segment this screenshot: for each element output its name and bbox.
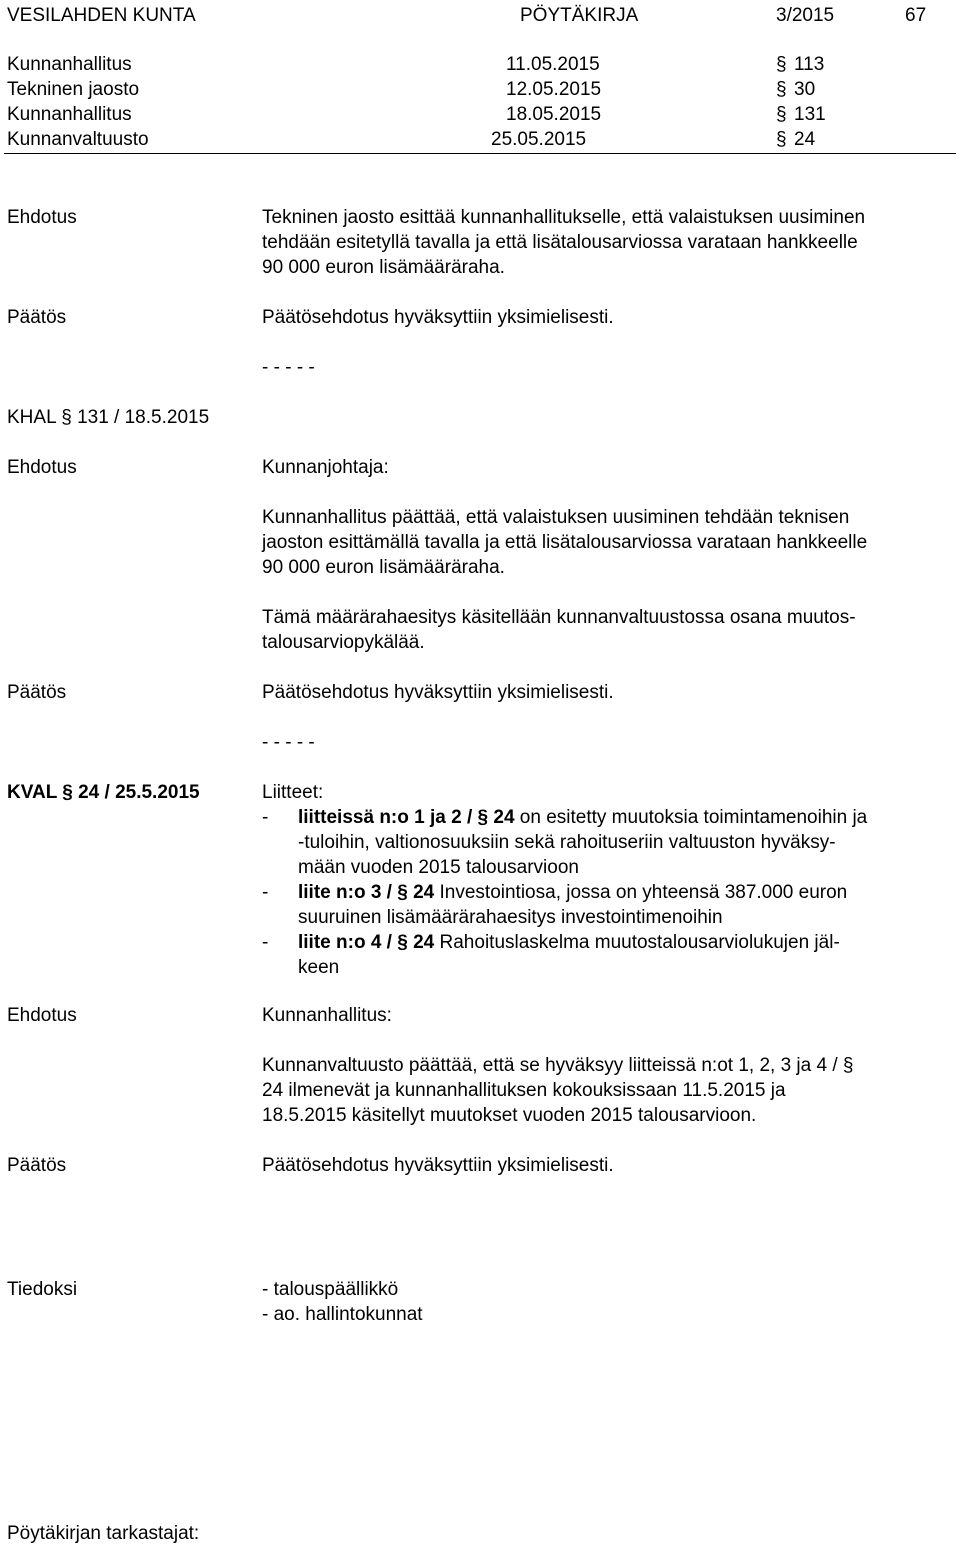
attachment-ref: liite n:o 3 / — [298, 882, 392, 903]
proposal-line: 90 000 euron lisämääräraha. — [262, 557, 505, 578]
notification-label: Tiedoksi — [7, 1279, 78, 1300]
attachment-ref: liitteissä n:o 1 ja 2 / — [298, 807, 473, 828]
section-sign-icon: § — [776, 54, 787, 75]
attachment-section: 24 — [413, 932, 435, 953]
attachment-item — [298, 930, 840, 955]
proposal-label: Ehdotus — [7, 1005, 77, 1026]
proposal-line: 18.5.2015 käsitellyt muutokset vuoden 2015 talousarvioon. — [262, 1105, 757, 1126]
heading-suffix: 24 / 25.5.2015 — [78, 782, 200, 803]
attachment-bullet: - — [262, 807, 269, 828]
proposal-text: Kunnanvaltuusto päättää, että se hyväksyy liitteissä n:ot 1, 2, 3 ja 4 / — [262, 1055, 838, 1076]
note-line: talousarviopykälää. — [262, 632, 425, 653]
decision-text: Päätösehdotus hyväksyttiin yksimielisesti. — [262, 307, 614, 328]
attachment-section: 24 — [413, 882, 435, 903]
decision-label: Päätös — [7, 1155, 67, 1176]
section-sign-icon: § — [776, 79, 787, 100]
notification-recipient: - talouspäällikkö — [262, 1279, 399, 1300]
attachments-label: Liitteet: — [262, 782, 324, 803]
attachment-item — [298, 880, 847, 905]
proposer: Kunnanjohtaja: — [262, 457, 389, 478]
section-sign-icon: § — [61, 407, 72, 428]
decision-text: Päätösehdotus hyväksyttiin yksimielisesti. — [262, 1155, 614, 1176]
decision-text: Päätösehdotus hyväksyttiin yksimielisesti. — [262, 682, 614, 703]
proposal-label: Ehdotus — [7, 457, 77, 478]
meeting-body: Tekninen jaosto — [7, 79, 140, 100]
proposal-label: Ehdotus — [7, 207, 77, 228]
issue-number: 3/2015 — [776, 5, 835, 26]
proposal-line: jaoston esittämällä tavalla ja että lisätalousarviossa varataan hankkeelle — [262, 532, 868, 553]
attachment-desc-line: suuruinen lisämäärärahaesitys investointimenoihin — [298, 907, 723, 928]
proposal-line: Kunnanhallitus päättää, että valaistuksen uusiminen tehdään teknisen — [262, 507, 850, 528]
header-divider — [4, 153, 956, 154]
decision-label: Päätös — [7, 682, 67, 703]
municipality-name: VESILAHDEN KUNTA — [7, 5, 196, 26]
attachment-desc: on esitetty muutoksia toimintamenoihin ja — [519, 807, 868, 828]
heading-prefix: KVAL — [7, 782, 57, 803]
section-sign-icon: § — [776, 129, 787, 150]
separator: - - - - - — [262, 357, 315, 378]
document-type: PÖYTÄKIRJA — [520, 5, 639, 26]
meeting-section: 24 — [794, 129, 816, 150]
proposal-line — [262, 1053, 853, 1078]
meeting-body: Kunnanvaltuusto — [7, 129, 149, 150]
attachment-section: 24 — [493, 807, 515, 828]
attachment-desc-line: mään vuoden 2015 talousarvioon — [298, 857, 579, 878]
proposal-line: Tekninen jaosto esittää kunnanhallitukselle, että valaistuksen uusiminen — [262, 207, 866, 228]
attachment-bullet: - — [262, 882, 269, 903]
attachment-ref: liite n:o 4 / — [298, 932, 392, 953]
reviewers-label: Pöytäkirjan tarkastajat: — [7, 1523, 200, 1544]
meeting-date: 18.05.2015 — [506, 104, 602, 125]
attachment-desc: Rahoituslaskelma muutostalousarviolukujen jäl- — [439, 932, 840, 953]
attachment-desc-line: -tuloihin, valtionosuuksiin sekä rahoituseriin valtuuston hyväksy- — [298, 832, 836, 853]
meeting-date: 12.05.2015 — [506, 79, 602, 100]
meeting-body: Kunnanhallitus — [7, 104, 132, 125]
attachment-bullet: - — [262, 932, 269, 953]
attachment-item — [298, 805, 867, 830]
meeting-date: 11.05.2015 — [506, 54, 600, 75]
section-sign-icon: § — [397, 932, 408, 953]
section-sign-icon: § — [477, 807, 489, 828]
proposal-line: 90 000 euron lisämääräraha. — [262, 257, 505, 278]
decision-label: Päätös — [7, 307, 67, 328]
proposer: Kunnanhallitus: — [262, 1005, 392, 1026]
meeting-date: 25.05.2015 — [491, 129, 587, 150]
heading-prefix: KHAL — [7, 407, 56, 428]
meeting-body: Kunnanhallitus — [7, 54, 132, 75]
separator: - - - - - — [262, 732, 315, 753]
proposal-line: 24 ilmenevät ja kunnanhallituksen kokouksissaan 11.5.2015 ja — [262, 1080, 786, 1101]
meeting-section: 30 — [794, 79, 816, 100]
attachment-desc: Investointiosa, jossa on yhteensä 387.000 euron — [439, 882, 848, 903]
notification-recipient: - ao. hallintokunnat — [262, 1304, 423, 1325]
attachment-desc-line: keen — [298, 957, 340, 978]
heading-suffix: 131 / 18.5.2015 — [77, 407, 210, 428]
meeting-section: 113 — [794, 54, 825, 75]
kval-heading — [7, 780, 200, 805]
page-number: 67 — [905, 5, 927, 26]
note-line: Tämä määrärahaesitys käsitellään kunnanvaltuustossa osana muutos- — [262, 607, 856, 628]
section-sign-icon: § — [776, 104, 787, 125]
khal-heading — [7, 405, 209, 430]
section-sign-icon: § — [397, 882, 408, 903]
meeting-section: 131 — [794, 104, 826, 125]
section-sign-icon: § — [62, 782, 73, 803]
proposal-line: tehdään esitetyllä tavalla ja että lisätalousarviossa varataan hankkeelle — [262, 232, 858, 253]
section-sign-icon: § — [842, 1055, 854, 1076]
